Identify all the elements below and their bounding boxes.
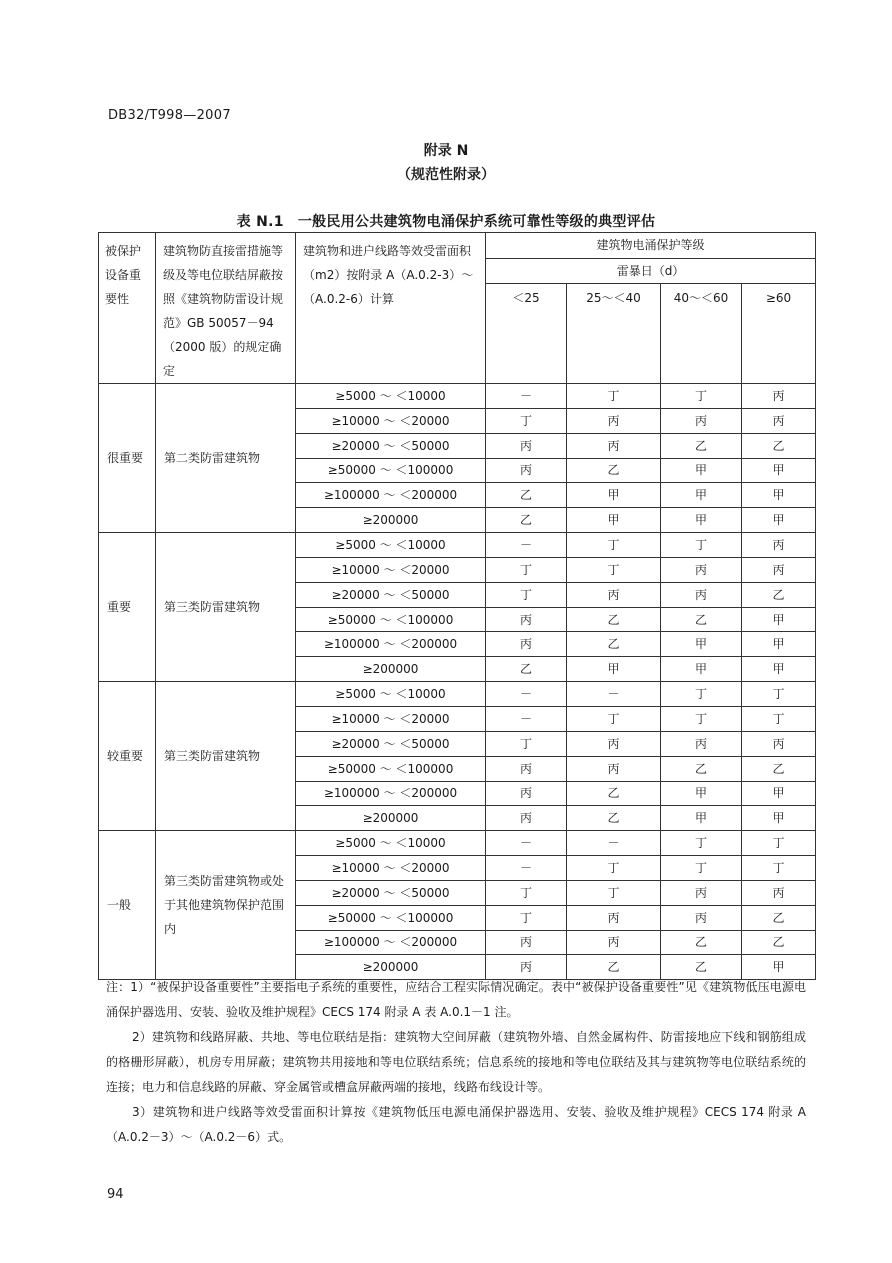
grade-cell: 丁 bbox=[486, 880, 567, 905]
importance-cell: 较重要 bbox=[99, 682, 156, 831]
grade-cell: 丙 bbox=[486, 632, 567, 657]
table-title: 一般民用公共建筑物电涌保护系统可靠性等级的典型评估 bbox=[297, 214, 656, 230]
grade-cell: 丁 bbox=[486, 582, 567, 607]
grade-cell: 丙 bbox=[742, 384, 816, 409]
grade-cell: 甲 bbox=[567, 508, 661, 533]
grade-cell: 丁 bbox=[486, 408, 567, 433]
area-cell: ≥200000 bbox=[296, 657, 486, 682]
page-number: 94 bbox=[107, 1187, 124, 1202]
grade-cell: 丁 bbox=[567, 384, 661, 409]
grade-cell: 丁 bbox=[742, 856, 816, 881]
appendix-title: 附录 N bbox=[423, 143, 469, 159]
grade-cell: 甲 bbox=[742, 781, 816, 806]
grade-cell: 甲 bbox=[742, 632, 816, 657]
grade-cell: 甲 bbox=[567, 483, 661, 508]
grade-cell: 乙 bbox=[486, 483, 567, 508]
grade-cell: 丙 bbox=[486, 607, 567, 632]
grade-cell: 甲 bbox=[742, 508, 816, 533]
grade-cell: 丁 bbox=[567, 533, 661, 558]
area-cell: ≥100000 ～ ＜200000 bbox=[296, 930, 486, 955]
area-cell: ≥5000 ～ ＜10000 bbox=[296, 533, 486, 558]
note-2: 2）建筑物和线路屏蔽、共地、等电位联结是指：建筑物大空间屏蔽（建筑物外墙、自然金属构件、防雷接地应下线和钢筋组成的格栅形屏蔽），机房专用屏蔽；建筑物共用接地和等电位联结系统；信息系统的接地和等电位联结及其与建筑物等电位联结系统的连接；电力和信息线路的屏蔽、穿金属管或槽盒屏蔽两端的接地，线路布线设计等。 bbox=[106, 1030, 806, 1094]
note-1: 注：1）“被保护设备重要性”主要指电子系统的重要性，应结合工程实际情况确定。表中“被保护设备重要性”见《建筑物低压电源电涌保护器选用、安装、验收及维护规程》CECS 174 附录 A 表 A.0.1－1 注。 bbox=[106, 980, 806, 1019]
grade-cell: 丙 bbox=[661, 905, 742, 930]
grade-cell: 甲 bbox=[742, 955, 816, 980]
grade-cell: 甲 bbox=[661, 458, 742, 483]
grade-cell: 丙 bbox=[486, 433, 567, 458]
header-day-col: 25～＜40 bbox=[567, 284, 661, 384]
grade-cell: 丙 bbox=[567, 905, 661, 930]
table-row bbox=[99, 533, 816, 558]
grade-cell: 甲 bbox=[661, 806, 742, 831]
header-importance: 被保护设备重要性 bbox=[99, 233, 156, 384]
grade-cell: 丁 bbox=[742, 682, 816, 707]
area-cell: ≥5000 ～ ＜10000 bbox=[296, 384, 486, 409]
grade-cell: 丁 bbox=[486, 557, 567, 582]
grade-cell: 丙 bbox=[567, 408, 661, 433]
grade-cell: 丙 bbox=[567, 930, 661, 955]
grade-cell: 乙 bbox=[567, 955, 661, 980]
grade-cell: 乙 bbox=[486, 657, 567, 682]
grade-cell: 丁 bbox=[567, 706, 661, 731]
grade-cell: 甲 bbox=[661, 657, 742, 682]
grade-cell: 乙 bbox=[661, 930, 742, 955]
grade-cell: 丙 bbox=[486, 756, 567, 781]
importance-cell: 很重要 bbox=[99, 384, 156, 533]
grade-cell: 甲 bbox=[661, 508, 742, 533]
grade-cell: 丙 bbox=[567, 756, 661, 781]
grade-cell: 乙 bbox=[567, 458, 661, 483]
header-day-col: 40～＜60 bbox=[661, 284, 742, 384]
grade-cell: 甲 bbox=[661, 781, 742, 806]
grade-cell: 丙 bbox=[567, 731, 661, 756]
importance-cell: 重要 bbox=[99, 533, 156, 682]
area-cell: ≥100000 ～ ＜200000 bbox=[296, 632, 486, 657]
table-row bbox=[99, 831, 816, 856]
area-cell: ≥10000 ～ ＜20000 bbox=[296, 557, 486, 582]
grade-cell: 甲 bbox=[742, 806, 816, 831]
grade-cell: 丙 bbox=[661, 408, 742, 433]
grade-cell: 丙 bbox=[486, 806, 567, 831]
grade-cell: 乙 bbox=[661, 756, 742, 781]
grade-cell: 丙 bbox=[661, 731, 742, 756]
grade-cell: 乙 bbox=[567, 607, 661, 632]
category-cell: 第三类防雷建筑物或处于其他建筑物保护范围内 bbox=[156, 831, 296, 980]
grade-cell: － bbox=[486, 533, 567, 558]
grade-cell: 乙 bbox=[661, 607, 742, 632]
grade-cell: 乙 bbox=[567, 632, 661, 657]
area-cell: ≥50000 ～ ＜100000 bbox=[296, 905, 486, 930]
grade-cell: 乙 bbox=[661, 433, 742, 458]
grade-cell: 乙 bbox=[567, 781, 661, 806]
area-cell: ≥5000 ～ ＜10000 bbox=[296, 831, 486, 856]
area-cell: ≥50000 ～ ＜100000 bbox=[296, 607, 486, 632]
area-cell: ≥100000 ～ ＜200000 bbox=[296, 483, 486, 508]
grade-cell: 丙 bbox=[661, 557, 742, 582]
area-cell: ≥200000 bbox=[296, 508, 486, 533]
grade-cell: 丁 bbox=[567, 856, 661, 881]
header-equivalent-area: 建筑物和进户线路等效受雷面积（m2）按附录 A（A.0.2-3）～（A.0.2-6）计算 bbox=[296, 233, 486, 384]
header-day-col: ＜25 bbox=[486, 284, 567, 384]
assessment-table bbox=[98, 232, 816, 980]
area-cell: ≥10000 ～ ＜20000 bbox=[296, 706, 486, 731]
area-cell: ≥10000 ～ ＜20000 bbox=[296, 408, 486, 433]
grade-cell: 丁 bbox=[567, 880, 661, 905]
importance-cell: 一般 bbox=[99, 831, 156, 980]
grade-cell: 丁 bbox=[742, 831, 816, 856]
grade-cell: 丁 bbox=[486, 905, 567, 930]
grade-cell: 丁 bbox=[742, 706, 816, 731]
grade-cell: 乙 bbox=[742, 930, 816, 955]
grade-cell: － bbox=[486, 384, 567, 409]
header-thunderstorm-days: 雷暴日（d） bbox=[486, 258, 816, 284]
grade-cell: 乙 bbox=[742, 905, 816, 930]
grade-cell: － bbox=[567, 682, 661, 707]
note-3: 3）建筑物和进户线路等效受雷面积计算按《建筑物低压电源电涌保护器选用、安装、验收及维护规程》CECS 174 附录 A（A.0.2－3）～（A.0.2－6）式。 bbox=[106, 1105, 806, 1144]
grade-cell: － bbox=[486, 706, 567, 731]
table-caption bbox=[0, 211, 892, 231]
grade-cell: 丙 bbox=[742, 408, 816, 433]
area-cell: ≥200000 bbox=[296, 806, 486, 831]
grade-cell: 乙 bbox=[567, 806, 661, 831]
grade-cell: 丙 bbox=[486, 781, 567, 806]
grade-cell: 丁 bbox=[661, 706, 742, 731]
grade-cell: 甲 bbox=[742, 458, 816, 483]
grade-cell: 乙 bbox=[661, 955, 742, 980]
area-cell: ≥200000 bbox=[296, 955, 486, 980]
grade-cell: 丙 bbox=[661, 880, 742, 905]
grade-cell: 甲 bbox=[661, 483, 742, 508]
table-row bbox=[99, 384, 816, 409]
category-cell: 第三类防雷建筑物 bbox=[156, 682, 296, 831]
table-row bbox=[99, 682, 816, 707]
grade-cell: 丙 bbox=[486, 955, 567, 980]
grade-cell: 丁 bbox=[661, 384, 742, 409]
grade-cell: 丙 bbox=[486, 930, 567, 955]
grade-cell: 丙 bbox=[742, 880, 816, 905]
category-cell: 第二类防雷建筑物 bbox=[156, 384, 296, 533]
grade-cell: 甲 bbox=[742, 657, 816, 682]
grade-cell: 丁 bbox=[486, 731, 567, 756]
area-cell: ≥20000 ～ ＜50000 bbox=[296, 731, 486, 756]
grade-cell: 丁 bbox=[661, 831, 742, 856]
header-protection-level: 建筑物电涌保护等级 bbox=[486, 233, 816, 259]
grade-cell: 甲 bbox=[742, 607, 816, 632]
grade-cell: 乙 bbox=[742, 756, 816, 781]
grade-cell: 丙 bbox=[661, 582, 742, 607]
grade-cell: － bbox=[567, 831, 661, 856]
header-protection-measures: 建筑物防直接雷措施等级及等电位联结屏蔽按照《建筑物防雷设计规范》GB 50057－94（2000 版）的规定确定 bbox=[156, 233, 296, 384]
notes bbox=[106, 975, 806, 1150]
grade-cell: － bbox=[486, 831, 567, 856]
grade-cell: 丙 bbox=[742, 533, 816, 558]
area-cell: ≥10000 ～ ＜20000 bbox=[296, 856, 486, 881]
appendix-subtitle: （规范性附录） bbox=[397, 167, 495, 183]
grade-cell: 乙 bbox=[742, 582, 816, 607]
grade-cell: 甲 bbox=[567, 657, 661, 682]
table-number: 表 N.1 bbox=[236, 214, 284, 230]
grade-cell: － bbox=[486, 682, 567, 707]
grade-cell: 丁 bbox=[661, 856, 742, 881]
grade-cell: 丁 bbox=[661, 533, 742, 558]
grade-cell: 甲 bbox=[661, 632, 742, 657]
grade-cell: 丁 bbox=[567, 557, 661, 582]
area-cell: ≥20000 ～ ＜50000 bbox=[296, 433, 486, 458]
document-id: DB32/T998—2007 bbox=[108, 108, 231, 123]
grade-cell: － bbox=[486, 856, 567, 881]
area-cell: ≥20000 ～ ＜50000 bbox=[296, 582, 486, 607]
area-cell: ≥20000 ～ ＜50000 bbox=[296, 880, 486, 905]
grade-cell: 丁 bbox=[661, 682, 742, 707]
area-cell: ≥50000 ～ ＜100000 bbox=[296, 756, 486, 781]
grade-cell: 丙 bbox=[567, 582, 661, 607]
grade-cell: 乙 bbox=[742, 433, 816, 458]
grade-cell: 乙 bbox=[486, 508, 567, 533]
grade-cell: 丙 bbox=[486, 458, 567, 483]
area-cell: ≥100000 ～ ＜200000 bbox=[296, 781, 486, 806]
header-day-col: ≥60 bbox=[742, 284, 816, 384]
grade-cell: 甲 bbox=[742, 483, 816, 508]
area-cell: ≥50000 ～ ＜100000 bbox=[296, 458, 486, 483]
category-cell: 第三类防雷建筑物 bbox=[156, 533, 296, 682]
grade-cell: 丙 bbox=[742, 557, 816, 582]
grade-cell: 丙 bbox=[567, 433, 661, 458]
grade-cell: 丙 bbox=[742, 731, 816, 756]
area-cell: ≥5000 ～ ＜10000 bbox=[296, 682, 486, 707]
